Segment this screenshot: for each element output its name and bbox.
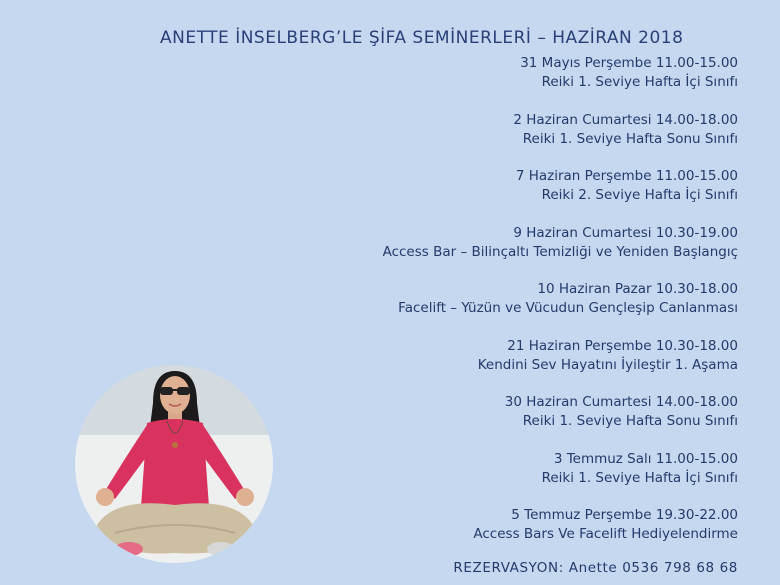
page-title: ANETTE İNSELBERG’LE ŞİFA SEMİNERLERİ – HAZİRAN 2018 (160, 28, 684, 48)
event-name: Reiki 1. Seviye Hafta Sonu Sınıfı (522, 413, 738, 429)
event-item (383, 337, 738, 394)
event-name: Reiki 1. Seviye Hafta İçi Sınıfı (541, 469, 738, 486)
event-item (383, 393, 738, 450)
meditating-woman-illustration (75, 365, 273, 563)
meditation-photo (75, 365, 273, 563)
event-date: 21 Haziran Perşembe 10.30-18.00 (507, 337, 738, 354)
event-date: 2 Haziran Cumartesi 14.00-18.00 (513, 111, 738, 128)
reservation-contact: REZERVASYON: Anette 0536 798 68 68 (453, 560, 738, 576)
event-item (383, 111, 738, 168)
event-date: 31 Mayıs Perşembe 11.00-15.00 (520, 55, 738, 71)
event-name: Reiki 1. Seviye Hafta İçi Sınıfı (541, 74, 738, 90)
event-date: 7 Haziran Perşembe 11.00-15.00 (515, 168, 738, 184)
event-item (383, 54, 738, 111)
event-item (383, 224, 738, 281)
event-item (383, 506, 738, 563)
event-item (383, 450, 738, 507)
event-name: Access Bars Ve Facelift Hediyelendirme (473, 526, 738, 542)
event-date: 3 Temmuz Salı 11.00-15.00 (553, 450, 738, 467)
event-name: Facelift – Yüzün ve Vücudun Gençleşip Canlanması (398, 300, 738, 316)
event-name: Reiki 1. Seviye Hafta Sonu Sınıfı (522, 130, 738, 147)
event-name: Access Bar – Bilinçaltı Temizliği ve Yeniden Başlangıç (382, 243, 738, 260)
event-item (383, 280, 738, 337)
event-date: 5 Temmuz Perşembe 19.30-22.00 (511, 507, 738, 523)
event-item (383, 167, 738, 224)
event-date: 30 Haziran Cumartesi 14.00-18.00 (504, 394, 738, 410)
event-date: 9 Haziran Cumartesi 10.30-19.00 (513, 224, 738, 241)
seminar-schedule (383, 54, 738, 563)
event-date: 10 Haziran Pazar 10.30-18.00 (537, 281, 738, 297)
event-name: Reiki 2. Seviye Hafta İçi Sınıfı (541, 187, 738, 203)
event-name: Kendini Sev Hayatını İyileştir 1. Aşama (477, 356, 738, 373)
